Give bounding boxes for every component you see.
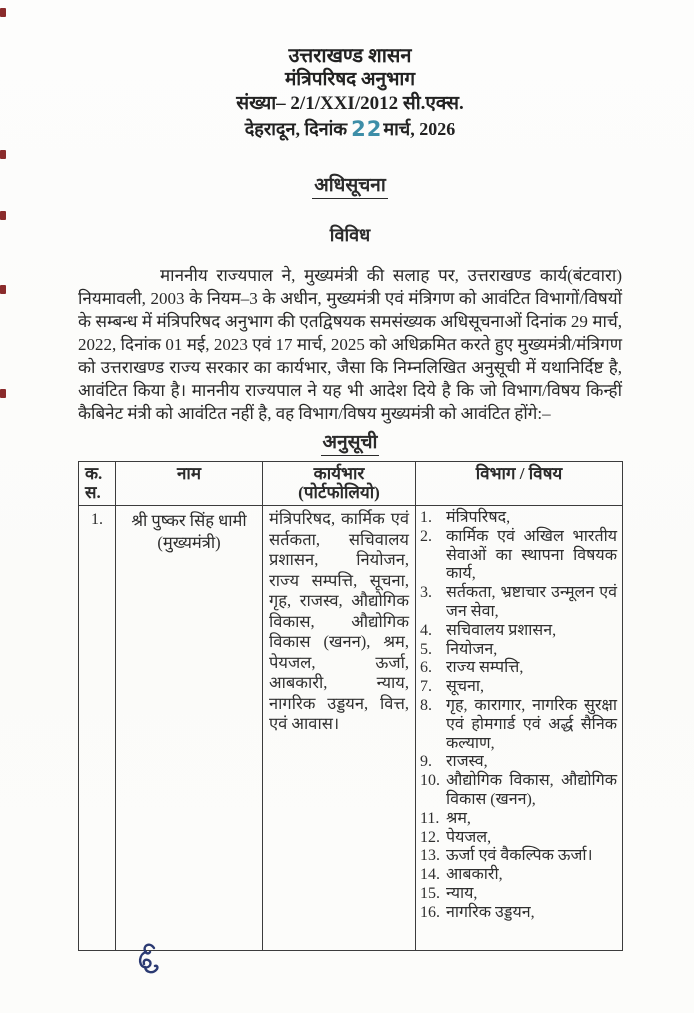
cell-minister-name xyxy=(116,506,263,951)
department-item-number: 10. xyxy=(420,772,440,790)
table-header-row xyxy=(79,462,623,506)
department-item-number: 5. xyxy=(420,640,432,658)
department-item-number: 12. xyxy=(420,828,440,846)
department-item xyxy=(420,659,619,678)
portfolio-header-line2: (पोर्टफोलियो) xyxy=(298,483,380,502)
department-item-number: 13. xyxy=(420,847,440,865)
department-item-text: श्रम, xyxy=(446,809,471,827)
department-item-number: 8. xyxy=(420,696,432,714)
department-item xyxy=(420,641,619,660)
department-item-text: मंत्रिपरिषद, xyxy=(446,509,511,526)
department-item-number: 9. xyxy=(420,753,432,771)
department-item-text: सचिवालय प्रशासन, xyxy=(446,621,557,639)
header-reference-number: संख्या– 2/1/XXI/2012 सी.एक्स. xyxy=(236,93,464,114)
department-item xyxy=(420,847,619,866)
department-item xyxy=(420,678,619,697)
department-item-text: कार्मिक एवं अखिल भारतीय सेवाओं का स्थापना विषयक कार्य, xyxy=(446,527,617,583)
department-item xyxy=(420,866,619,885)
department-item-number: 1. xyxy=(420,509,432,526)
department-item-number: 16. xyxy=(420,903,440,921)
department-item xyxy=(420,810,619,829)
department-item-text: सर्तकता, भ्रष्टाचार उन्मूलन एवं जन सेवा, xyxy=(446,584,617,620)
schedule-title: अनुसूची xyxy=(321,428,380,456)
schedule-table xyxy=(78,461,623,951)
department-item xyxy=(420,584,619,622)
cell-portfolio: मंत्रिपरिषद, कार्मिक एवं सर्तकता, सचिवालय प्रशासन, नियोजन, राज्य सम्पत्ति, सूचना, गृह, राजस्व, औद्योगिक विकास, औद्योगिक विकास (खनन), श्रम, पेयजल, ऊर्जा, आबकारी, न्याय, नागरिक उड्डयन, वित्त, एवं आवास। xyxy=(263,506,416,951)
signature-mark xyxy=(134,940,172,994)
notification-title-wrap xyxy=(78,171,622,199)
serial-header-line2: स. xyxy=(85,483,101,502)
portfolio-header-line1: कार्यभार xyxy=(313,464,365,483)
place-date-prefix: देहरादून, दिनांक xyxy=(244,119,348,139)
department-item-text: राजस्व, xyxy=(446,753,488,771)
body-paragraph: माननीय राज्यपाल ने, मुख्यमंत्री की सलाह पर, उत्तराखण्ड कार्य(बंटवारा) नियमावली, 2003 के नियम–3 के अधीन, मुख्यमंत्री एवं मंत्रिगण को आवंटित विभागों/विषयों के सम्बन्ध में मंत्रिपरिषद अनुभाग की एतद्विषयक समसंख्यक अधिसूचनाओं दिनांक 29 मार्च, 2022, दिनांक 01 मई, 2023 एवं 17 मार्च, 2025 को अधिक्रमित करते हुए मुख्यमंत्री/मंत्रिगण को उत्तराखण्ड राज्य सरकार का कार्यभार, जैसा कि निम्नलिखित अनुसूची में यथानिर्दिष्ट है, आवंटित किया है। माननीय राज्यपाल ने यह भी आदेश दिये है कि जो विभाग/विषय किन्हीं कैबिनेट मंत्री को आवंटित नहीं है, वह विभाग/विषय मुख्यमंत्री को आवंटित होंगे:– xyxy=(78,266,622,423)
schedule-title-wrap xyxy=(78,428,622,456)
header-cell-departments: विभाग / विषय xyxy=(416,462,623,506)
department-item-text: औद्योगिक विकास, औद्योगिक विकास (खनन), xyxy=(446,772,617,808)
place-date-suffix: मार्च, 2026 xyxy=(383,119,456,139)
department-item-text: नागरिक उड्डयन, xyxy=(446,903,535,921)
department-item xyxy=(420,622,619,641)
minister-designation: (मुख्यमंत्री) xyxy=(157,533,221,552)
department-item xyxy=(420,904,619,923)
category-label: विविध xyxy=(329,225,371,245)
department-item-number: 6. xyxy=(420,659,432,677)
department-item xyxy=(420,697,619,753)
department-item-number: 15. xyxy=(420,884,440,902)
scan-mark xyxy=(0,8,6,17)
department-item-text: गृह, कारागार, नागरिक सुरक्षा एवं होमगार्ड एवं अर्द्ध सैनिक कल्याण, xyxy=(446,696,617,752)
department-item xyxy=(420,509,619,528)
department-item-text: पेयजल, xyxy=(446,828,492,846)
department-item-number: 3. xyxy=(420,584,432,602)
scan-mark xyxy=(0,150,6,159)
header-cell-portfolio xyxy=(263,462,416,506)
header-cell-name: नाम xyxy=(116,462,263,506)
department-item-number: 7. xyxy=(420,678,432,696)
notification-title: अधिसूचना xyxy=(312,171,388,199)
table-row xyxy=(79,506,623,951)
department-item xyxy=(420,528,619,584)
department-item-text: आबकारी, xyxy=(446,866,503,884)
department-item-number: 4. xyxy=(420,621,432,639)
header-section-name: मंत्रिपरिषद अनुभाग xyxy=(284,69,416,90)
scan-mark xyxy=(0,285,6,294)
header-government-name: उत्तराखण्ड शासन xyxy=(288,45,412,67)
department-item-number: 14. xyxy=(420,866,440,884)
department-item-text: न्याय, xyxy=(446,884,478,902)
department-item-number: 2. xyxy=(420,527,432,545)
scan-mark xyxy=(0,389,6,398)
cell-departments xyxy=(416,506,623,951)
department-item xyxy=(420,829,619,848)
departments-list xyxy=(420,509,619,923)
department-item-text: नियोजन, xyxy=(446,640,498,658)
department-item-text: राज्य सम्पत्ति, xyxy=(446,659,524,677)
department-item xyxy=(420,772,619,810)
department-item-text: ऊर्जा एवं वैकल्पिक ऊर्जा। xyxy=(446,847,593,865)
department-item xyxy=(420,753,619,772)
department-item xyxy=(420,885,619,904)
cell-serial-number: 1. xyxy=(79,506,116,951)
serial-header-line1: क. xyxy=(85,464,103,483)
header-cell-serial xyxy=(79,462,116,506)
header-place-date xyxy=(78,116,622,141)
document-body xyxy=(78,44,622,951)
department-item-text: सूचना, xyxy=(446,678,485,696)
department-item-number: 11. xyxy=(420,809,440,827)
minister-name: श्री पुष्कर सिंह धामी xyxy=(131,511,247,530)
handwritten-day: 22 xyxy=(351,117,383,141)
scan-mark xyxy=(0,211,6,220)
